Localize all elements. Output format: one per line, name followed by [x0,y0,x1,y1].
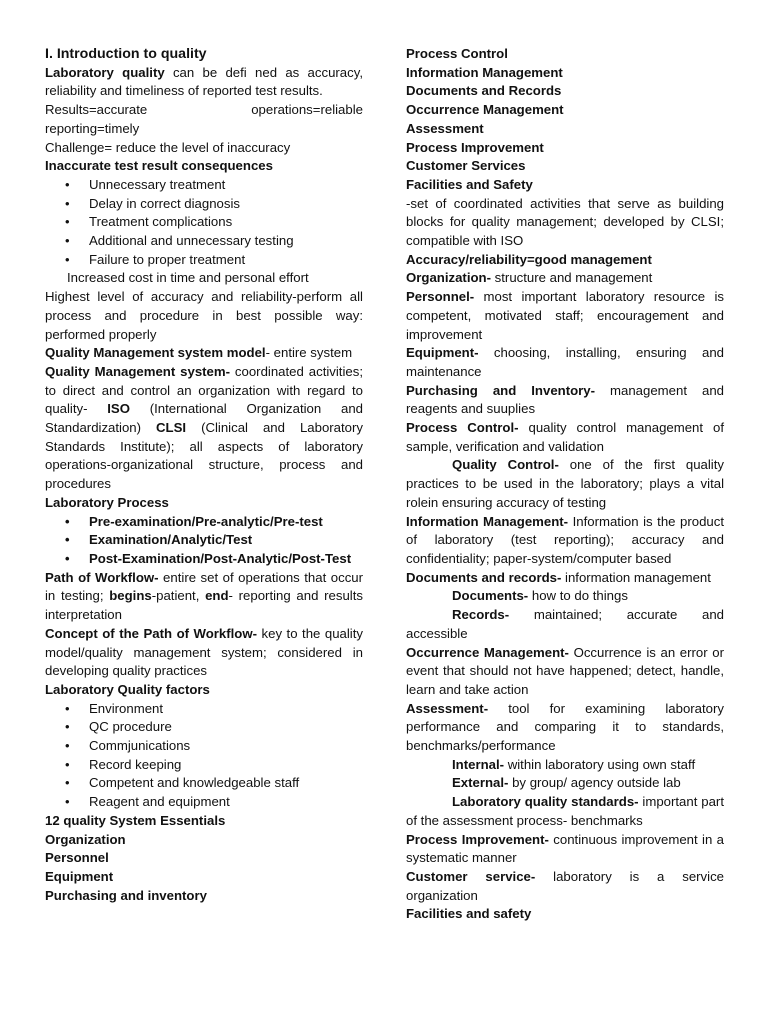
customer-paragraph [406,868,724,905]
improvement-paragraph [406,831,724,868]
definition: - reporting and results interpretation [45,588,363,623]
definition: tool for examining laboratory performance and comparing it to standards, benchmarks/performance [406,700,724,754]
list-item: • Treatment complications [45,213,363,232]
term: Purchasing and Inventory- [406,382,596,398]
definition: most important laboratory resource is competent, motivated staff; encouragement and improvement [406,289,724,342]
docs-records-paragraph [406,569,724,588]
definition: one of the first quality practices to be used in the laboratory; plays a vital rolein ensuring accuracy of testing [406,457,724,510]
list-item: • Reagent and equipment [45,793,363,812]
essential-item: Purchasing and inventory [45,887,207,903]
definition: important part of the assessment process- benchmarks [406,794,724,828]
facilities-line: Facilities and safety [406,906,532,922]
definition: how to do things [528,588,628,604]
definition: (Clinical and Laboratory Standards Institute); all aspects of laboratory operations-organizational structure, process and procedures [45,420,363,492]
results-line [45,101,363,120]
term: Process Improvement- [406,831,549,847]
essential-item: Assessment [406,120,484,136]
essential-item: Personnel [45,850,109,866]
essential-item: Organization [45,831,126,847]
term: Documents- [452,588,529,604]
begins-term: begins [109,588,152,604]
essential-item: Facilities and Safety [406,176,533,192]
list-item: • QC procedure [45,718,363,737]
term: Quality Control- [452,457,559,473]
definition: Occurrence is an error or event that should not have happened; detect, handle, learn and take action [406,644,724,697]
increased-cost-line: Increased cost in time and personal effort [67,270,309,286]
definition: continuous improvement in a systematic manner [406,831,725,866]
term: Process Control- [406,420,519,436]
qms-model-paragraph [45,344,363,363]
essentials-heading: 12 quality System Essentials [45,812,226,828]
list-item: • Additional and unnecessary testing [45,232,363,251]
definition: (International Organization and Standardization) [45,401,363,436]
term: Personnel- [406,289,475,305]
essential-item: Equipment [45,868,114,884]
purchasing-paragraph [406,382,724,419]
list-item: • Competent and knowledgeable staff [45,774,363,793]
qms-paragraph [45,363,363,494]
term: Internal- [452,756,505,772]
list-item: • Unnecessary treatment [45,176,363,195]
concept-paragraph [45,625,363,681]
external-paragraph [406,774,724,793]
list-item: • Pre-examination/Pre-analytic/Pre-test [45,513,363,532]
factors-list [45,700,363,812]
equipment-paragraph [406,344,724,381]
term: External- [452,775,509,791]
term: Quality Management system model [45,345,266,361]
list-item: • Examination/Analytic/Test [45,531,363,550]
internal-paragraph [406,756,724,775]
reporting-line: reporting=timely [45,120,140,136]
records-paragraph [406,606,724,643]
list-item: • Failure to proper treatment [45,251,363,270]
essential-item: Customer Services [406,158,526,174]
definition: within laboratory using own staff [504,756,696,772]
results-accurate: Results=accurate [45,102,148,118]
definition: laboratory is a service organization [406,868,724,903]
left-column [45,45,363,905]
definition: entire set of operations that occur in testing; [45,569,364,604]
essential-item: Information Management [406,64,563,80]
list-item: • Post-Examination/Post-Analytic/Post-Test [45,550,363,569]
operations-reliable: operations=reliable [251,102,363,118]
definition: can be defi ned as accuracy, reliability and timeliness of reported test results. [45,64,363,99]
definition: key to the quality model/quality management system; considered in developing quality practices [45,625,363,679]
path-workflow-paragraph [45,569,363,625]
term: Quality Management system- [45,363,230,379]
term: Assessment- [406,700,489,716]
definition: maintained; accurate and accessible [406,607,724,641]
list-item: • Environment [45,700,363,719]
quality-control-paragraph [406,456,724,512]
section-title: I. Introduction to quality [45,46,207,62]
occurrence-paragraph [406,644,724,700]
clsi-term: CLSI [156,420,187,436]
essential-item: Documents and Records [406,83,562,99]
term: Path of Workflow- [45,569,159,585]
challenge-line: Challenge= reduce the level of inaccuracy [45,139,291,155]
term: Equipment- [406,345,479,361]
list-item: • Record keeping [45,756,363,775]
term: Laboratory quality standards- [452,794,639,810]
definition: -patient, [151,588,206,604]
definition: choosing, installing, ensuring and maintenance [406,345,724,379]
essential-item: Occurrence Management [406,102,564,118]
term: Concept of the Path of Workflow- [45,625,258,641]
essential-item: Process Improvement [406,139,544,155]
iso-term: ISO [107,401,130,417]
definition: structure and management [491,270,653,286]
process-control-paragraph [406,419,724,456]
term: Organization- [406,270,491,286]
definition: by group/ agency outside lab [508,775,681,791]
documents-paragraph [406,587,724,606]
end-term: end [205,588,229,604]
consequences-list [45,176,363,270]
accuracy-line: Accuracy/reliability=good management [406,251,652,267]
highest-level-paragraph: Highest level of accuracy and reliability-perform all process and procedure in best possible way: performed properly [45,289,363,342]
lab-process-list [45,513,363,569]
organization-paragraph [406,269,724,288]
lab-quality-paragraph [45,64,363,101]
assessment-paragraph [406,700,724,756]
term: Records- [452,607,510,623]
personnel-paragraph [406,288,724,344]
set-description: -set of coordinated activities that serve as building blocks for quality management; developed by CLSI; compatible with ISO [406,195,724,249]
definition: information management [561,569,711,585]
definition: - entire system [265,345,353,361]
right-column [406,45,724,924]
lab-process-heading: Laboratory Process [45,494,169,510]
factors-heading: Laboratory Quality factors [45,681,210,697]
inaccurate-heading: Inaccurate test result consequences [45,158,273,174]
essential-item: Process Control [406,46,508,61]
standards-paragraph [406,793,724,830]
term: Laboratory quality [45,64,165,80]
definition: management and reagents and suuplies [406,382,724,417]
information-paragraph [406,513,724,569]
term: Occurrence Management- [406,644,569,660]
term: Documents and records- [406,569,562,585]
definition: quality control management of sample, verification and validation [406,420,724,454]
term: Customer service- [406,868,536,884]
definition: coordinated activities; to direct and control an organization with regard to quality- [45,363,363,417]
list-item: • Commjunications [45,737,363,756]
definition: Information is the product of laboratory (test reporting); accuracy and confidentiality; paper-system/computer based [406,513,725,566]
list-item: • Delay in correct diagnosis [45,195,363,214]
term: Information Management- [406,513,569,529]
